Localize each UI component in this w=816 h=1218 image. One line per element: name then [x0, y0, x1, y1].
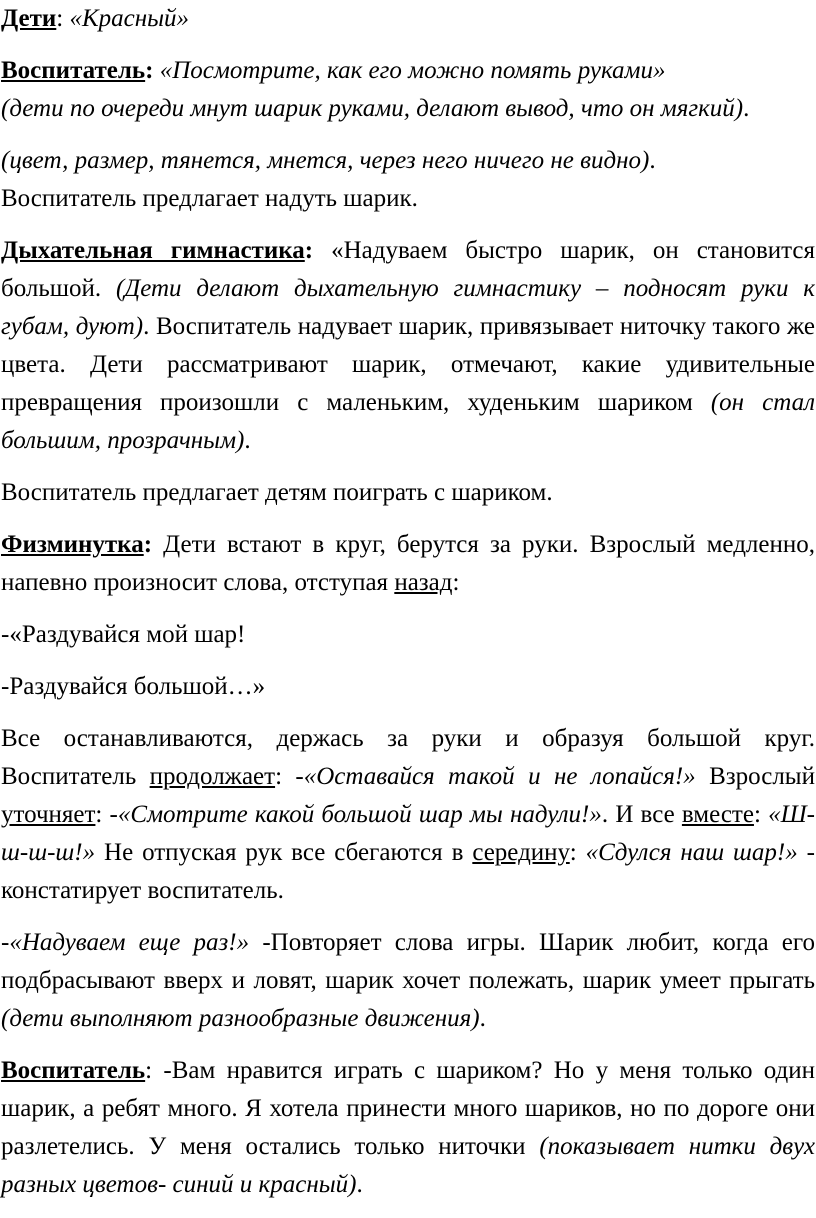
paragraph-game-circle: [1, 720, 815, 910]
underlined-word-clarifies: уточняет: [1, 801, 96, 828]
game-text-7: Не отпуская рук все сбегаются в: [95, 839, 473, 866]
game-text-5: . И все: [601, 801, 682, 828]
paragraph-children-answer: [1, 0, 815, 38]
inflate-again-note: (дети выполняют разнообразные движения): [1, 1005, 480, 1032]
underlined-word-back: назад: [394, 569, 453, 596]
underlined-word-continues: продолжает: [149, 763, 276, 790]
sentence-end: .: [356, 1171, 363, 1198]
game-text-9: - констатирует воспитатель.: [1, 839, 816, 904]
breathing-text-1: «Надуваем быстро шарик, он становится большой.: [1, 237, 816, 302]
game-text-2: : -: [275, 763, 304, 790]
game-text-8: :: [569, 839, 586, 866]
label-colon: :: [304, 237, 314, 264]
teacher-strings-text: : -Вам нравится играть с шариком? Но у меня только один шарик, а ребят много. Я хотела принести много шариков, но по дороге они разлетелись. У меня остались только ниточки: [1, 1057, 815, 1160]
teacher-strings-note: (показывает нитки двух разных цветов- синий и красный): [1, 1133, 815, 1198]
paragraph-rhyme-line-2: [1, 668, 815, 706]
breathing-note-2: (он стал большим, прозрачным): [1, 389, 815, 454]
underlined-word-together: вместе: [681, 801, 754, 828]
teacher-quote: «Посмотрите, как его можно помять руками»: [153, 57, 666, 84]
label-colon: :: [145, 57, 154, 84]
speaker-label-children: Дети: [1, 5, 57, 32]
game-text-6: :: [753, 801, 769, 828]
physical-break-text-1: Дети встают в круг, берутся за руки. Взрослый медленно, напевно произносит слова, отступая: [1, 531, 815, 596]
section-label-breathing: Дыхательная гимнастика: [1, 237, 305, 264]
game-quote-1: «Оставайся такой и не лопайся!»: [303, 763, 696, 790]
sentence-end: .: [743, 95, 750, 122]
breathing-note-1: (Дети делают дыхательную гимнастику – подносят руки к губам, дуют): [1, 275, 815, 340]
sentence-end: .: [244, 427, 251, 454]
game-quote-4: «Сдулся наш шар!»: [585, 839, 798, 866]
paragraph-rhyme-line-1: [1, 616, 815, 654]
underlined-word-middle: середину: [472, 839, 570, 866]
section-label-physical-break: Физминутка: [1, 531, 144, 558]
rhyme-line-2: -Раздувайся большой…»: [1, 673, 266, 700]
paragraph-physical-break: [1, 526, 815, 602]
label-colon: :: [56, 5, 70, 32]
speaker-label-teacher: Воспитатель: [1, 1057, 146, 1084]
game-text-4: : -: [95, 801, 118, 828]
paragraph-properties: [1, 142, 815, 218]
offer-play-text: Воспитатель предлагает детям поиграть с шариком.: [1, 479, 553, 506]
inflate-again-quote: «Надуваем еще раз!»: [9, 929, 250, 956]
children-quote: «Красный»: [69, 5, 190, 32]
speaker-label-teacher: Воспитатель: [1, 57, 146, 84]
action-note: (дети по очереди мнут шарик руками, делают вывод, что он мягкий): [1, 95, 744, 122]
inflate-sentence: Воспитатель предлагает надуть шарик.: [1, 185, 418, 212]
rhyme-line-1: -«Раздувайся мой шар!: [1, 621, 246, 648]
inflate-again-dash: -: [1, 929, 10, 956]
inflate-again-text: -Повторяет слова игры. Шарик любит, когда его подбрасывают вверх и ловят, шарик хочет полежать, шарик умеет прыгать: [1, 929, 815, 994]
game-quote-2: «Смотрите какой большой шар мы надули!»: [117, 801, 602, 828]
game-quote-3: «Ш-ш-ш-ш!»: [1, 801, 815, 866]
label-colon: :: [143, 531, 153, 558]
sentence-end: .: [479, 1005, 486, 1032]
paragraph-offer-play: [1, 474, 815, 512]
sentence-end: .: [649, 147, 656, 174]
paragraph-teacher-squeeze: [1, 52, 815, 128]
game-text-1: Все останавливаются, держась за руки и образуя большой круг. Воспитатель: [1, 725, 815, 790]
paragraph-breathing-exercise: [1, 232, 815, 460]
physical-break-text-2: :: [452, 569, 460, 596]
properties-note: (цвет, размер, тянется, мнется, через него ничего не видно): [1, 147, 650, 174]
breathing-text-2: . Воспитатель надувает шарик, привязывает ниточку такого же цвета. Дети рассматривают шарик, отмечают, какие удивительные превращения произошли с маленьким, худеньким шариком: [1, 313, 815, 416]
paragraph-teacher-strings: [1, 1052, 815, 1204]
paragraph-inflate-again: [1, 924, 815, 1038]
game-text-3: Взрослый: [695, 763, 815, 790]
